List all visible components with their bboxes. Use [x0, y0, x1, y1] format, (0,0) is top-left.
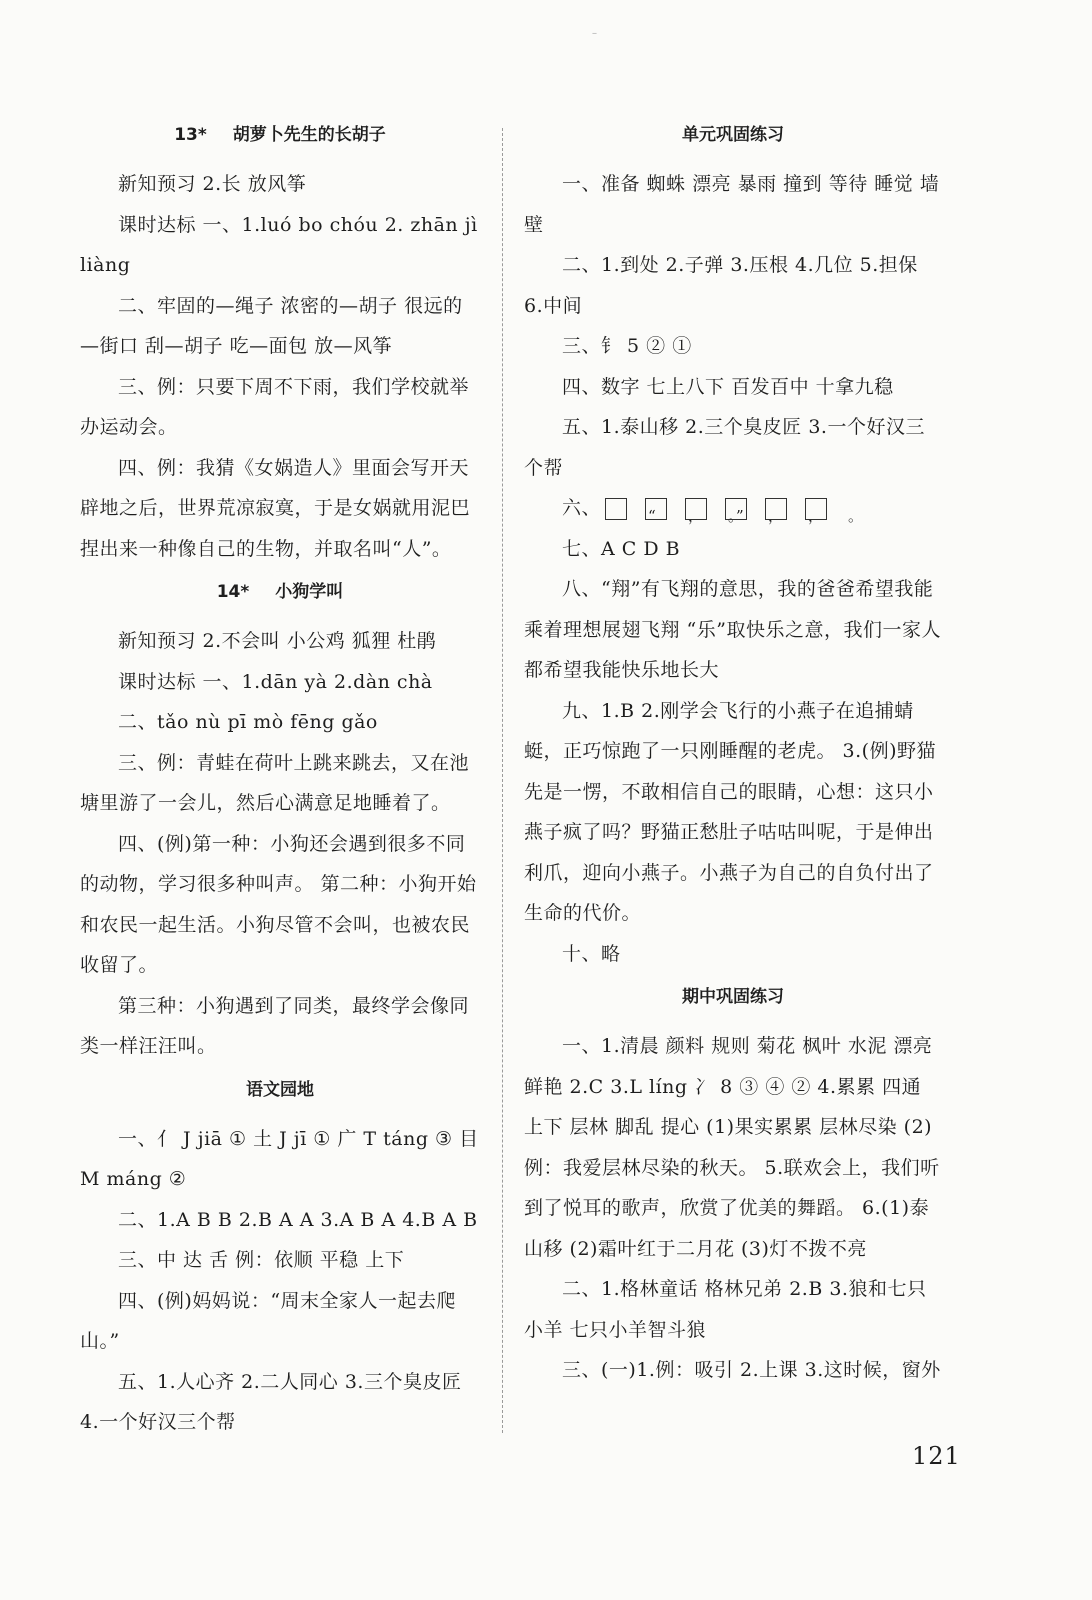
lesson-13-number: 13* — [174, 125, 207, 145]
answer-line: 一、准备 蜘蛛 漂亮 暴雨 撞到 等待 睡觉 墙壁 — [524, 173, 940, 236]
left-column — [80, 112, 480, 1443]
lesson-14-number: 14* — [216, 582, 250, 602]
punct-box: “ — [605, 498, 627, 520]
answer-line: 课时达标 一、1.dān yà 2.dàn chà — [118, 670, 433, 693]
answer-line: 二、1.A B B 2.B A A 3.A B A 4.B A B — [118, 1208, 478, 1231]
qizhong-heading: 期中巩固练习 — [682, 987, 784, 1007]
liu-label: 六、 — [562, 497, 602, 519]
answer-line: 五、1.人心齐 2.二人同心 3.三个臭皮匠 4.一个好汉三个帮 — [80, 1370, 462, 1433]
punct-box: ， — [645, 498, 667, 520]
answer-line: 三、例：青蛙在荷叶上跳来跳去，又在池塘里游了一会儿，然后心满意足地睡着了。 — [80, 751, 470, 814]
punct-box: 。 — [805, 498, 827, 520]
column-divider — [502, 128, 503, 1433]
punctuation-answer-line — [524, 488, 942, 529]
lesson-14-heading — [80, 575, 480, 609]
punct-box: 。” — [685, 498, 707, 520]
lesson-13-heading — [80, 118, 480, 152]
top-mark: – — [592, 28, 597, 39]
answer-line: 四、(例)第一种：小狗还会遇到很多不同的动物，学习很多种叫声。 第二种：小狗开始和农民一起生活。小狗尽管不会叫，也被农民收留了。 — [80, 832, 477, 976]
answer-line: 二、1.到处 2.子弹 3.压根 4.几位 5.担保 6.中间 — [524, 254, 918, 317]
answer-line: 三、钅 5 ② ① — [562, 335, 692, 357]
answer-line: 四、数字 七上八下 百发百中 十拿九稳 — [562, 375, 894, 398]
lesson-14-title: 小狗学叫 — [275, 582, 344, 602]
answer-line: 二、tǎo nù pī mò fēng gǎo — [118, 711, 378, 733]
lesson-13-title: 胡萝卜先生的长胡子 — [232, 125, 386, 145]
answer-line: 新知预习 2.长 放风筝 — [118, 173, 307, 195]
right-column — [524, 112, 942, 1391]
answer-line: 十、略 — [562, 942, 621, 965]
punct-box: ， — [725, 498, 747, 520]
answer-line: 三、例：只要下周不下雨，我们学校就举办运动会。 — [80, 375, 470, 438]
answer-line: 三、(一)1.例：吸引 2.上课 3.这时候，窗外 — [562, 1359, 941, 1381]
danyuan-heading: 单元巩固练习 — [682, 125, 784, 145]
punct-box: ， — [765, 498, 787, 520]
answer-line: 一、亻 J jiā ① 土 J jī ① 广 T táng ③ 目 M máng ② — [80, 1127, 479, 1190]
answer-line: 七、A C D B — [562, 537, 681, 560]
answer-line: 二、牢固的—绳子 浓密的—胡子 很远的—街口 刮—胡子 吃—面包 放—风筝 — [80, 294, 463, 357]
answer-line: 八、“翔”有飞翔的意思，我的爸爸希望我能乘着理想展翅飞翔 “乐”取快乐之意，我们一家人都希望我能快乐地长大 — [524, 578, 941, 681]
yuwen-yuandi-heading: 语文园地 — [246, 1079, 314, 1100]
answer-line: 四、(例)妈妈说：“周末全家人一起去爬山。” — [80, 1289, 457, 1352]
page-number: 121 — [912, 1442, 961, 1470]
answer-line: 五、1.泰山移 2.三个臭皮匠 3.一个好汉三个帮 — [524, 416, 925, 479]
answer-line: 一、1.清晨 颜料 规则 菊花 枫叶 水泥 漂亮 鲜艳 2.C 3.L líng 冫 8 ③ ④ ② 4.累累 四通 上下 层林 脚乱 提心 (1)果实累累 层林尽染 (2)例：我爱层林尽染的秋天。 5.联欢会上，我们听到了悦耳的歌声，欣赏了优美的舞蹈。 6.(1)泰山移 (2)霜叶红于二月花 (3)灯不拨不亮 — [524, 1035, 940, 1260]
answer-line: 课时达标 一、1.luó bo chóu 2. zhān jì liàng — [80, 213, 478, 276]
answer-line: 第三种：小狗遇到了同类，最终学会像同类一样汪汪叫。 — [80, 994, 470, 1057]
answer-line: 九、1.B 2.刚学会飞行的小燕子在追捕蜻蜓，正巧惊跑了一只刚睡醒的老虎。 3.(例)野猫先是一愣，不敢相信自己的眼睛，心想：这只小燕子疯了吗？野猫正愁肚子咕咕叫呢，于是伸出利爪，迎向小燕子。小燕子为自己的自负付出了生命的代价。 — [524, 699, 936, 924]
answer-line: 三、中 达 舌 例：依顺 平稳 上下 — [118, 1249, 405, 1271]
answer-line: 四、例：我猜《女娲造人》里面会写开天辟地之后，世界荒凉寂寞，于是女娲就用泥巴捏出来一种像自己的生物，并取名叫“人”。 — [80, 456, 471, 560]
answer-line: 新知预习 2.不会叫 小公鸡 狐狸 杜鹃 — [118, 630, 437, 652]
answer-line: 二、1.格林童话 格林兄弟 2.B 3.狼和七只小羊 七只小羊智斗狼 — [524, 1278, 927, 1341]
